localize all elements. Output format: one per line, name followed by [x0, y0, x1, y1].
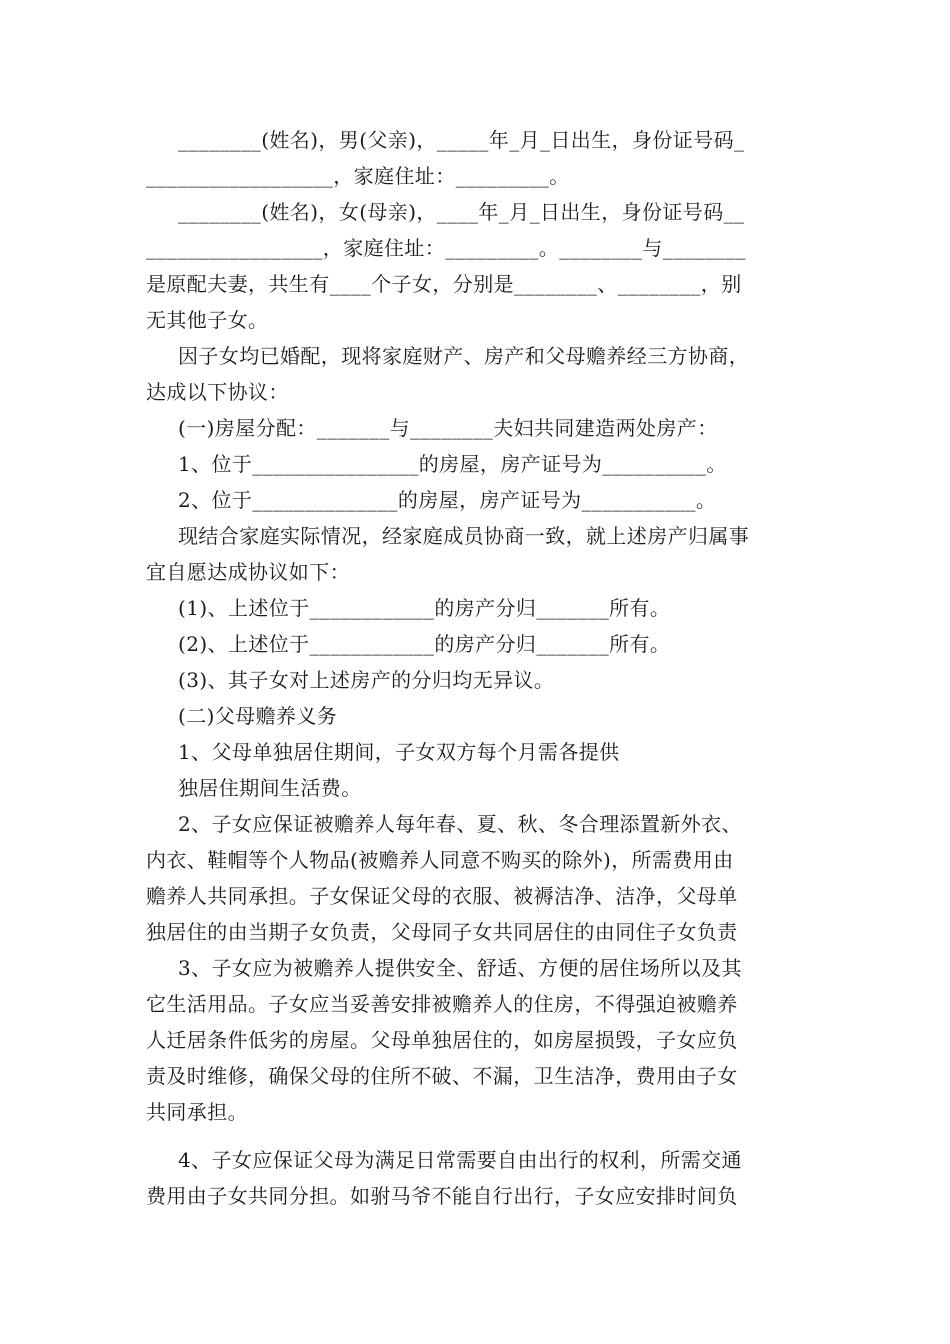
text-line: 2、子女应保证被赡养人每年春、夏、秋、冬合理添置新外衣、 [178, 812, 742, 836]
text-line: (一)房屋分配：_______与________夫妇共同建造两处房产： [178, 416, 718, 440]
text-line: __________________，家庭住址：_________。 [146, 164, 570, 188]
text-line: (二)父母赡养义务 [178, 704, 338, 728]
text-line: (1)、上述位于____________的房产分归_______所有。 [178, 596, 671, 620]
text-line: 赡养人共同承担。子女保证父母的衣服、被褥洁净、洁净，父母单 [146, 884, 738, 908]
text-line: 1、父母单独居住期间，子女双方每个月需各提供 [178, 740, 620, 764]
text-line: ________(姓名)，男(父亲)，_____年_月_日出生，身份证号码_ [178, 128, 745, 152]
text-line: 宜自愿达成协议如下： [146, 560, 350, 584]
text-line: 共同承担。 [146, 1100, 248, 1124]
text-line: 现结合家庭实际情况，经家庭成员协商一致，就上述房产归属事 [178, 524, 750, 548]
text-line: 它生活用品。子女应当妥善安排被赡养人的住房，不得强迫被赡养 [146, 992, 738, 1016]
text-line: (2)、上述位于____________的房产分归_______所有。 [178, 632, 671, 656]
text-line: 3、子女应为被赡养人提供安全、舒适、方便的居住场所以及其 [178, 956, 742, 980]
text-line: 因子女均已婚配，现将家庭财产、房产和父母赡养经三方协商， [178, 344, 750, 368]
text-line: ________(姓名)，女(母亲)，____年_月_日出生，身份证号码__ [178, 200, 745, 224]
text-line: 独居住的由当期子女负责，父母同子女共同居住的由同住子女负责 [146, 920, 738, 944]
text-line: 费用由子女共同分担。如驸马爷不能自行出行，子女应安排时间负 [146, 1184, 738, 1208]
text-line: 4、子女应保证父母为满足日常需要自由出行的权利，所需交通 [178, 1148, 742, 1172]
text-line: 独居住期间生活费。 [178, 776, 362, 800]
text-line: (3)、其子女对上述房产的分归均无异议。 [178, 668, 555, 692]
text-line: 是原配夫妻，共生有____个子女，分别是________、________，别 [146, 272, 742, 296]
text-line: 1、位于________________的房屋，房产证号为__________。 [178, 452, 727, 476]
text-line: 无其他子女。 [146, 308, 269, 332]
text-line: _________________，家庭住址：_________。________与________ [146, 236, 746, 260]
text-line: 内衣、鞋帽等个人物品(被赡养人同意不购买的除外)，所需费用由 [146, 848, 734, 872]
text-line: 责及时维修，确保父母的住所不破、不漏，卫生洁净，费用由子女 [146, 1064, 738, 1088]
text-line: 人迁居条件低劣的房屋。父母单独居住的，如房屋损毁，子女应负 [146, 1028, 738, 1052]
text-line: 2、位于______________的房屋，房产证号为___________。 [178, 488, 717, 512]
text-line: 达成以下协议： [146, 380, 289, 404]
